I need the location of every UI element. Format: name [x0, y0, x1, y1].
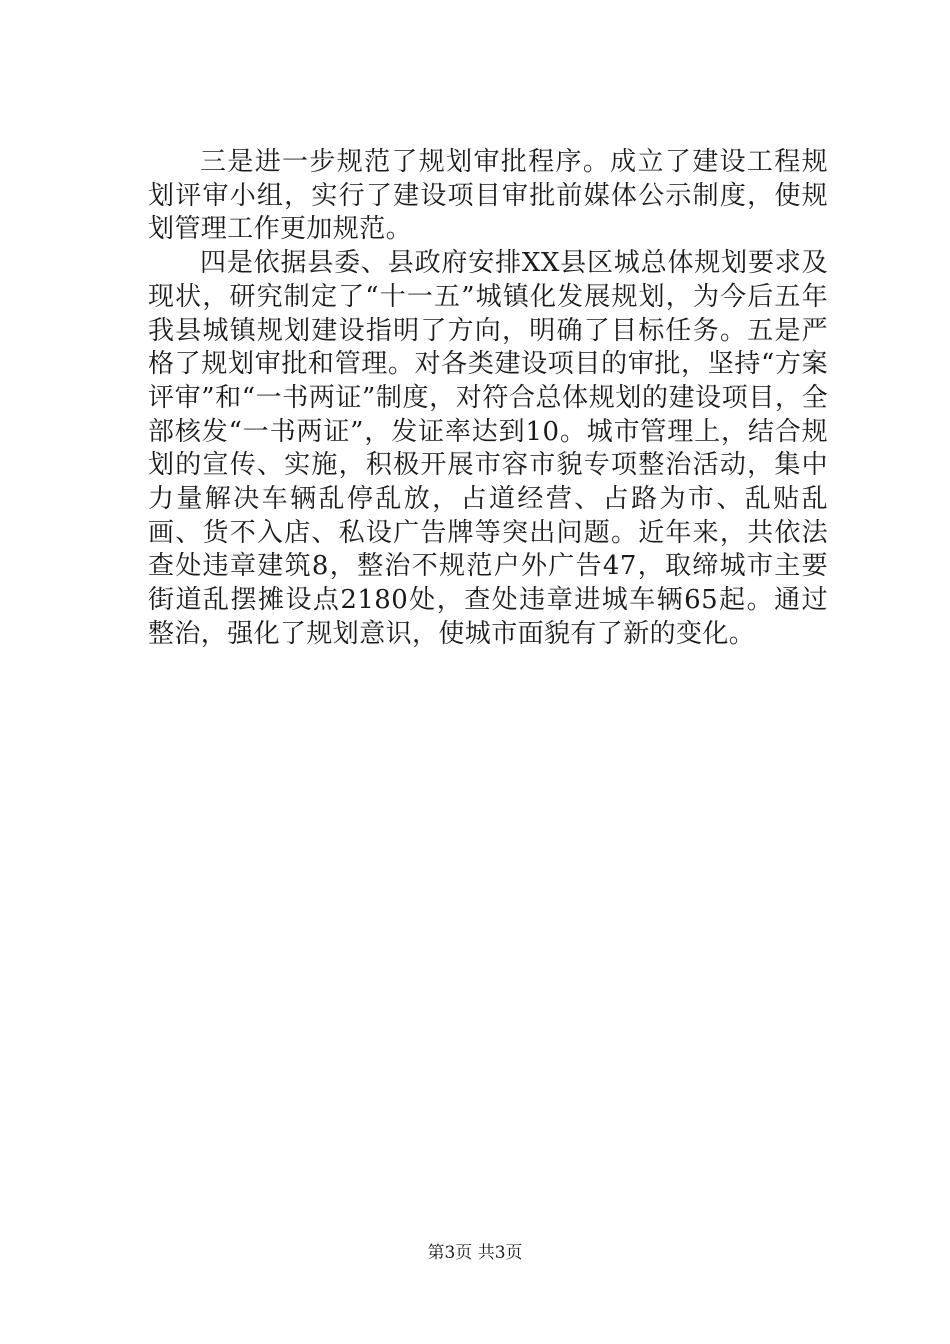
document-body	[148, 146, 828, 652]
paragraph-planning-approval: 三是进一步规范了规划审批程序。成立了建设工程规划评审小组，实行了建设项目审批前媒体公示制度，使规划管理工作更加规范。	[148, 147, 828, 245]
page-footer: 第3页 共3页	[427, 1243, 523, 1263]
paragraph-urban-planning: 四是依据县委、县政府安排XX县区城总体规划要求及现状，研究制定了“十一五”城镇化发展规划，为今后五年我县城镇规划建设指明了方向，明确了目标任务。五是严格了规划审批和管理。对各类建设项目的审批，坚持“方案评审”和“一书两证”制度，对符合总体规划的建设项目，全部核发“一书两证”，发证率达到10。城市管理上，结合规划的宣传、实施，积极开展市容市貌专项整治活动，集中力量解决车辆乱停乱放，占道经营、占路为市、乱贴乱画、货不入店、私设广告牌等突出问题。近年来，共依法查处违章建筑8，整治不规范户外广告47，取缔城市主要街道乱摆摊设点2180处，查处违章进城车辆65起。通过整治，强化了规划意识，使城市面貌有了新的变化。	[148, 248, 828, 649]
